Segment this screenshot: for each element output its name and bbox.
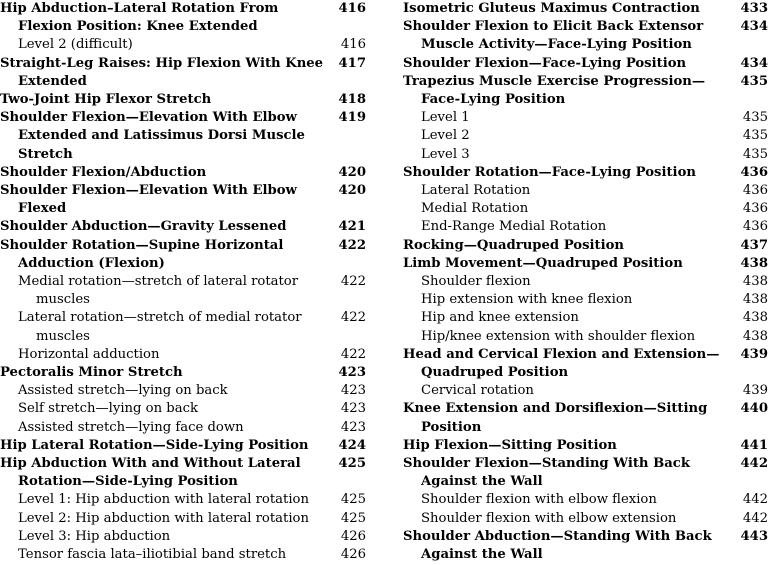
toc-page-number: 438 — [742, 310, 768, 326]
toc-entry-title: Shoulder Flexion—Elevation With Elbow Flexed — [0, 183, 297, 217]
toc-entry-title: Horizontal adduction — [18, 346, 160, 362]
toc-heading-entry — [0, 109, 366, 164]
toc-heading-entry — [403, 164, 768, 182]
toc-subentry — [0, 346, 366, 364]
toc-entry-title: Shoulder Abduction—Gravity Lessened — [0, 219, 287, 235]
toc-entry-title: Hip extension with knee flexion — [421, 292, 633, 308]
toc-page-number: 425 — [340, 492, 366, 508]
toc-subentry — [0, 273, 366, 309]
toc-page-number: 438 — [742, 292, 768, 308]
toc-entry-title: Hip and knee extension — [421, 310, 579, 326]
toc-entry-title: Isometric Gluteus Maximus Contraction — [403, 1, 700, 16]
toc-entry-title: Two-Joint Hip Flexor Stretch — [0, 92, 212, 108]
toc-entry-title: Hip Abduction With and Without Lateral Rotation—Side-Lying Position — [0, 456, 301, 490]
toc-heading-entry — [0, 237, 366, 273]
toc-entry-title: Assisted stretch—lying face down — [18, 419, 244, 435]
toc-entry-title: Level 3: Hip abduction — [18, 528, 171, 544]
toc-page-number: 443 — [740, 528, 768, 544]
toc-entry-title: Shoulder flexion with elbow extension — [421, 510, 677, 526]
toc-subentry — [403, 127, 768, 145]
toc-page-number: 436 — [742, 201, 768, 217]
toc-subentry — [403, 309, 768, 327]
toc-entry-title: Shoulder Flexion/Abduction — [0, 164, 207, 180]
toc-page-number: 424 — [338, 437, 366, 453]
toc-page-number: 434 — [740, 55, 768, 71]
toc-right-column — [403, 0, 768, 564]
toc-entry-title: Shoulder Abduction—Standing With Back Against the Wall — [403, 528, 712, 563]
toc-heading-entry — [0, 55, 366, 91]
toc-subentry — [0, 491, 366, 509]
toc-entry-title: Hip Abduction–Lateral Rotation From Flexion Position: Knee Extended — [0, 1, 279, 35]
toc-subentry — [0, 400, 366, 418]
toc-heading-entry — [0, 437, 366, 455]
toc-heading-entry — [0, 455, 366, 491]
toc-page-number: 436 — [742, 219, 768, 235]
toc-entry-title: Knee Extension and Dorsiflexion—Sitting Position — [403, 401, 708, 435]
toc-subentry — [403, 200, 768, 218]
toc-page-number: 419 — [338, 110, 366, 126]
toc-heading-entry — [403, 18, 768, 54]
toc-entry-title: Level 2 — [421, 128, 470, 144]
toc-subentry — [403, 146, 768, 164]
toc-entry-title: Shoulder flexion with elbow flexion — [421, 492, 657, 508]
toc-subentry — [0, 382, 366, 400]
toc-page-number: 442 — [742, 492, 768, 508]
toc-entry-title: Trapezius Muscle Exercise Progression—Face-Lying Position — [403, 73, 706, 108]
toc-heading-entry — [403, 0, 768, 18]
toc-entry-title: Medial Rotation — [421, 201, 529, 217]
toc-entry-title: Hip Lateral Rotation—Side-Lying Position — [0, 437, 309, 453]
toc-entry-title: Lateral rotation—stretch of medial rotator muscles — [18, 310, 302, 344]
toc-page-number: 438 — [742, 328, 768, 344]
toc-page-number: 416 — [338, 1, 366, 16]
toc-page-number: 438 — [742, 274, 768, 290]
toc-subentry — [0, 546, 366, 564]
toc-page-number: 425 — [340, 510, 366, 526]
toc-entry-title: Shoulder Flexion—Standing With Back Against the Wall — [403, 456, 690, 490]
toc-page-number: 442 — [742, 510, 768, 526]
toc-entry-title: Self stretch—lying on back — [18, 401, 198, 417]
toc-page-number: 426 — [340, 528, 366, 544]
toc-heading-entry — [403, 437, 768, 455]
toc-entry-title: Level 2: Hip abduction with lateral rotation — [18, 510, 309, 526]
toc-subentry — [403, 328, 768, 346]
toc-heading-entry — [0, 0, 366, 36]
toc-subentry — [403, 491, 768, 509]
toc-page-number: 442 — [740, 456, 768, 472]
toc-page-number: 420 — [338, 164, 366, 180]
toc-subentry — [403, 182, 768, 200]
toc-entry-title: Shoulder Flexion—Face-Lying Position — [403, 55, 687, 71]
toc-page-number: 436 — [742, 183, 768, 199]
toc-page-number: 441 — [740, 437, 768, 453]
toc-subentry — [403, 510, 768, 528]
toc-page-number: 423 — [340, 401, 366, 417]
toc-entry-title: Shoulder flexion — [421, 274, 531, 290]
toc-page-number: 435 — [740, 73, 768, 89]
toc-entry-title: Assisted stretch—lying on back — [18, 383, 228, 399]
toc-page-number: 440 — [740, 401, 768, 417]
toc-subentry — [0, 419, 366, 437]
toc-subentry — [0, 528, 366, 546]
toc-heading-entry — [0, 164, 366, 182]
toc-page-number: 435 — [742, 128, 768, 144]
toc-subentry — [403, 273, 768, 291]
toc-entry-title: End-Range Medial Rotation — [421, 219, 607, 235]
toc-page-number: 426 — [340, 547, 366, 563]
toc-heading-entry — [0, 182, 366, 218]
toc-subentry — [403, 382, 768, 400]
toc-page-number: 435 — [742, 110, 768, 126]
toc-entry-title: Level 3 — [421, 146, 470, 162]
toc-entry-title: Shoulder Rotation—Supine Horizontal Adduction (Flexion) — [0, 237, 284, 271]
toc-entry-title: Tensor fascia lata–iliotibial band stretch — [18, 547, 287, 563]
toc-page-number: 438 — [740, 255, 768, 271]
toc-subentry — [403, 291, 768, 309]
toc-page-number: 423 — [340, 383, 366, 399]
toc-entry-title: Head and Cervical Flexion and Extension—Quadruped Position — [403, 346, 720, 381]
toc-entry-title: Hip/knee extension with shoulder flexion — [421, 328, 696, 344]
toc-page-number: 417 — [338, 55, 366, 71]
toc-page-number: 421 — [338, 219, 366, 235]
toc-entry-title: Shoulder Flexion to Elicit Back Extensor Muscle Activity—Face-Lying Position — [403, 19, 704, 53]
toc-page-number: 434 — [740, 19, 768, 35]
toc-subentry — [403, 109, 768, 127]
toc-left-column — [0, 0, 366, 564]
toc-page-number: 437 — [740, 237, 768, 253]
toc-subentry — [0, 36, 366, 54]
toc-heading-entry — [403, 400, 768, 436]
toc-page-number: 422 — [340, 346, 366, 362]
toc-subentry — [0, 309, 366, 345]
toc-page-number: 433 — [740, 1, 768, 16]
toc-heading-entry — [403, 528, 768, 564]
toc-heading-entry — [0, 91, 366, 109]
toc-heading-entry — [403, 255, 768, 273]
toc-entry-title: Level 1 — [421, 110, 470, 126]
toc-entry-title: Medial rotation—stretch of lateral rotator muscles — [18, 274, 299, 308]
toc-subentry — [403, 218, 768, 236]
toc-page-number: 423 — [338, 365, 366, 381]
toc-entry-title: Level 1: Hip abduction with lateral rotation — [18, 492, 309, 508]
toc-heading-entry — [403, 73, 768, 109]
toc-page-number: 422 — [338, 237, 366, 253]
toc-subentry — [0, 510, 366, 528]
toc-page-number: 435 — [742, 146, 768, 162]
toc-page-number: 418 — [338, 92, 366, 108]
toc-page-number: 423 — [340, 419, 366, 435]
toc-entry-title: Shoulder Rotation—Face-Lying Position — [403, 164, 696, 180]
toc-entry-title: Shoulder Flexion—Elevation With Elbow Extended and Latissimus Dorsi Muscle Stretch — [0, 110, 305, 162]
toc-entry-title: Cervical rotation — [421, 383, 534, 399]
toc-entry-title: Straight-Leg Raises: Hip Flexion With Knee Extended — [0, 55, 324, 89]
toc-page-number: 420 — [338, 183, 366, 199]
toc-page-number: 439 — [742, 383, 768, 399]
toc-heading-entry — [403, 346, 768, 382]
toc-entry-title: Limb Movement—Quadruped Position — [403, 255, 683, 271]
toc-heading-entry — [403, 237, 768, 255]
toc-entry-title: Pectoralis Minor Stretch — [0, 365, 183, 381]
toc-entry-title: Hip Flexion—Sitting Position — [403, 437, 617, 453]
toc-page-number: 425 — [338, 456, 366, 472]
toc-heading-entry — [403, 55, 768, 73]
toc-entry-title: Rocking—Quadruped Position — [403, 237, 625, 253]
toc-heading-entry — [403, 455, 768, 491]
toc-heading-entry — [0, 364, 366, 382]
toc-entry-title: Lateral Rotation — [421, 183, 531, 199]
toc-page-number: 439 — [740, 346, 768, 362]
toc-page-number: 422 — [340, 274, 366, 290]
toc-page-number: 422 — [340, 310, 366, 326]
toc-page-number: 436 — [740, 164, 768, 180]
toc-entry-title: Level 2 (difficult) — [18, 37, 133, 53]
toc-page-number: 416 — [340, 37, 366, 53]
toc-heading-entry — [0, 218, 366, 236]
